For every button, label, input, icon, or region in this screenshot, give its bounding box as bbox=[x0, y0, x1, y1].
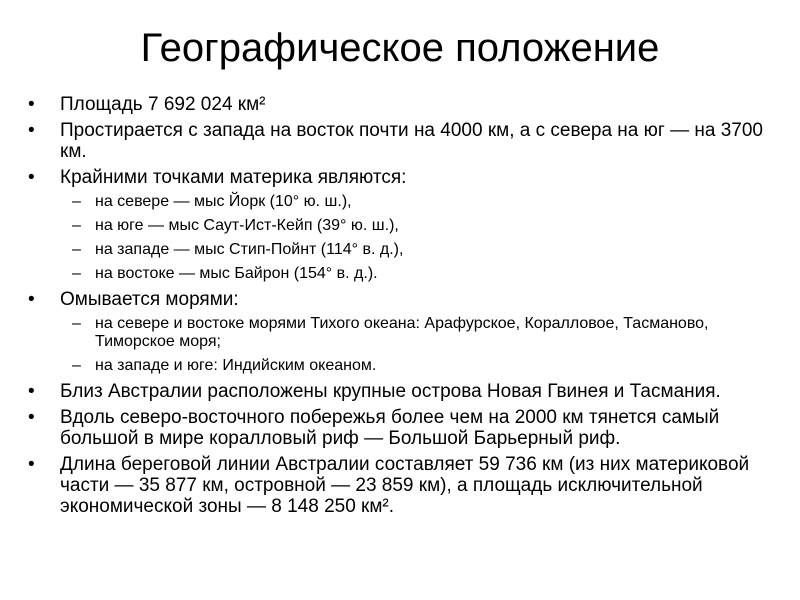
dash-icon: – bbox=[72, 315, 81, 332]
dash-icon: – bbox=[72, 357, 81, 374]
dash-icon: – bbox=[72, 217, 81, 234]
sub-text: на западе — мыс Стип-Пойнт (114° в. д.), bbox=[95, 241, 404, 258]
bullet-item bbox=[28, 120, 770, 162]
bullet-item bbox=[28, 407, 770, 449]
sub-item bbox=[28, 265, 770, 283]
sub-item bbox=[28, 217, 770, 235]
bullet-text: Длина береговой линии Австралии составляет 59 736 км (из них материковой части — 35 877 км, островной — 23 859 км), а площадь исключительной экономической зоны — 8 148 250 км². bbox=[60, 454, 750, 517]
slide-title: Географическое положение bbox=[140, 26, 660, 70]
bullet-text: Простирается с запада на восток почти на 4000 км, а с севера на юг — на 3700 км. bbox=[60, 120, 763, 162]
bullet-icon: • bbox=[28, 454, 35, 475]
sub-text: на западе и юге: Индийским океаном. bbox=[95, 357, 377, 374]
bullet-icon: • bbox=[28, 289, 35, 310]
bullet-text: Вдоль северо-восточного побережья более чем на 2000 км тянется самый большой в мире коралловый риф — Большой Барьерный риф. bbox=[60, 407, 720, 449]
dash-icon: – bbox=[72, 265, 81, 282]
bullet-icon: • bbox=[28, 407, 35, 428]
bullet-item bbox=[28, 94, 770, 115]
bullet-icon: • bbox=[28, 120, 35, 141]
bullet-item bbox=[28, 454, 770, 517]
bullet-icon: • bbox=[28, 167, 35, 188]
bullet-text: Площадь 7 692 024 км² bbox=[60, 94, 266, 115]
sub-text: на востоке — мыс Байрон (154° в. д.). bbox=[95, 265, 378, 282]
bullet-icon: • bbox=[28, 94, 35, 115]
sub-item bbox=[28, 315, 770, 351]
bullet-text: Омывается морями: bbox=[60, 289, 239, 310]
sub-item bbox=[28, 357, 770, 375]
sub-item bbox=[28, 241, 770, 259]
bullet-item bbox=[28, 167, 770, 188]
bullet-item bbox=[28, 289, 770, 310]
dash-icon: – bbox=[72, 193, 81, 210]
bullet-text: Крайними точками материка являются: bbox=[60, 167, 407, 188]
sub-text: на севере и востоке морями Тихого океана: Арафурское, Коралловое, Тасманово, Тиморское моря; bbox=[95, 315, 709, 350]
sub-item bbox=[28, 193, 770, 211]
bullet-list bbox=[28, 94, 770, 522]
bullet-icon: • bbox=[28, 381, 35, 402]
sub-text: на юге — мыс Саут-Ист-Кейп (39° ю. ш.), bbox=[95, 217, 399, 234]
dash-icon: – bbox=[72, 241, 81, 258]
sub-text: на севере — мыс Йорк (10° ю. ш.), bbox=[95, 193, 352, 210]
bullet-text: Близ Австралии расположены крупные острова Новая Гвинея и Тасмания. bbox=[60, 381, 721, 402]
bullet-item bbox=[28, 381, 770, 402]
